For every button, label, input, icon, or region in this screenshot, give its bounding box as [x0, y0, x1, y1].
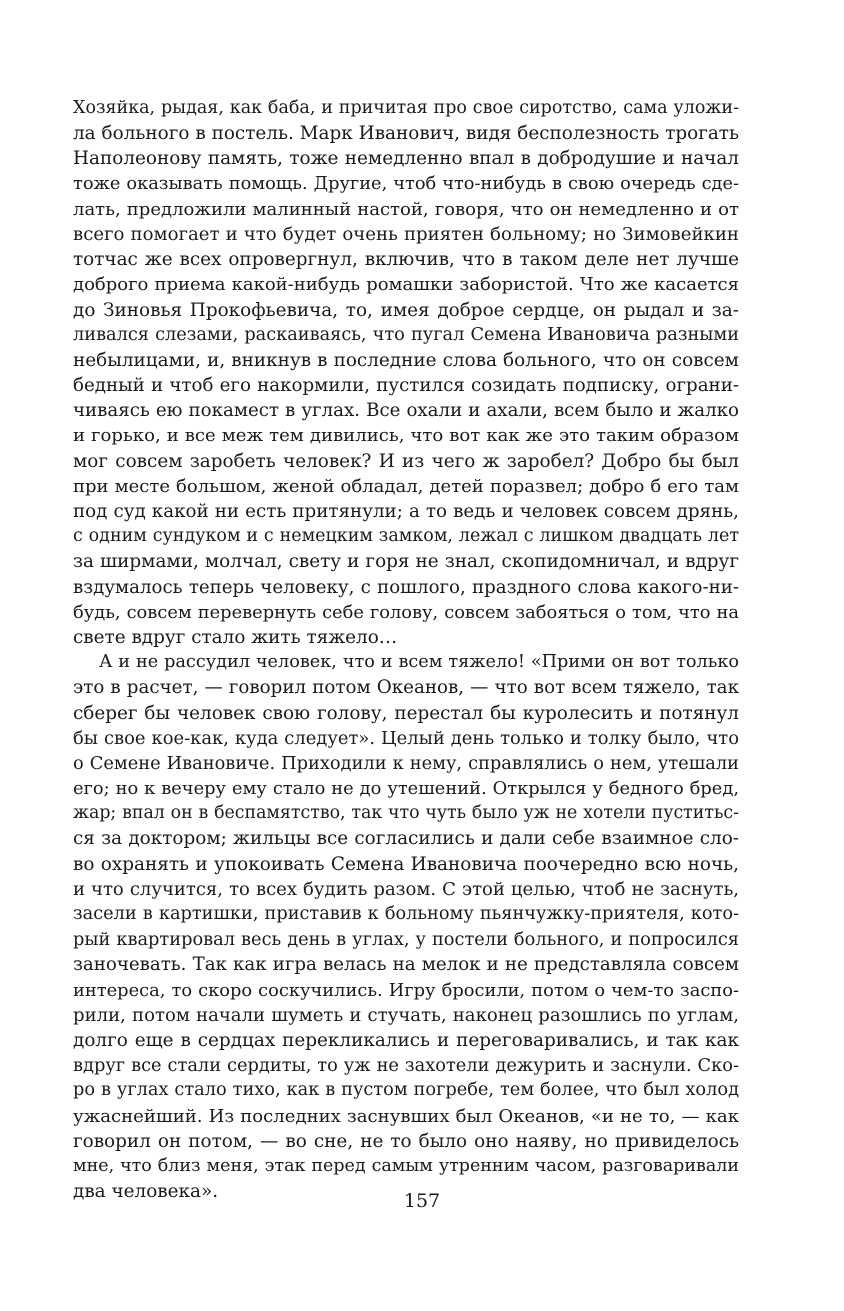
text-line: за ширмами, молчал, свету и горя не знал, скопидомничал, и вдруг — [73, 551, 739, 573]
text-line: жар; впал он в беспамятство, так что чуть было уж не хотели пуститьс- — [73, 803, 739, 824]
text-line: чиваясь ею покамест в углах. Все охали и ахали, всем было и жалко — [73, 400, 739, 422]
paragraph-end-line: свете вдруг стало жить тяжело… — [73, 626, 398, 648]
text-line: небылицами, и, вникнув в последние слова больного, что он совсем — [73, 349, 739, 371]
page-number: 157 — [403, 1190, 441, 1212]
text-line: говорил он потом, — во сне, не то было оно наяву, но привиделось — [73, 1130, 739, 1152]
text-line: Наполеонову память, тоже немедленно впал в добродушие и начал — [73, 148, 739, 170]
text-line: всего помогает и что будет очень приятен больному; но Зимовейкин — [73, 223, 739, 245]
body-text — [73, 96, 739, 1204]
text-line: вздумалось теперь человеку, с пошлого, праздного слова какого-ни- — [73, 576, 739, 598]
text-line: мог совсем заробеть человек? И из чего ж заробел? Добро бы был — [73, 450, 739, 472]
text-line: и что случится, то всех будить разом. С этой целью, чтоб не заснуть, — [73, 878, 739, 900]
text-line: интереса, то скоро соскучились. Игру бросили, потом о чем-то заспо- — [73, 979, 739, 1001]
text-line: до Зиновья Прокофьевича, то, имея доброе сердце, он рыдал и за- — [73, 299, 739, 321]
text-line: вдруг все стали сердиты, то уж не захотели дежурить и заснули. Ско- — [73, 1055, 739, 1077]
text-line: и горько, и все меж тем дивились, что вот как же это таким образом — [73, 425, 739, 447]
text-line: это в расчет, — говорил потом Океанов, — что вот всем тяжело, так — [73, 677, 739, 699]
text-line: ла больного в постель. Марк Иванович, видя бесполезность трогать — [73, 123, 739, 145]
text-line: при месте большом, женой обладал, детей поразвел; добро б его там — [73, 475, 739, 497]
text-line: бедный и чтоб его накормили, пустился созидать подписку, ограни- — [73, 375, 739, 397]
text-line: лать, предложили малинный настой, говоря, что он немедленно и от — [73, 198, 739, 220]
text-line: с одним сундуком и с немецким замком, лежал с лишком двадцать лет — [73, 526, 739, 547]
text-line: долго еще в сердцах перекликались и переговаривались, и так как — [73, 1029, 739, 1051]
text-line: ливался слезами, раскаиваясь, что пугал Семена Ивановича разными — [73, 324, 739, 345]
text-line: заночевать. Так как игра велась на мелок и не представляла совсем — [73, 954, 739, 976]
text-line: ро в углах стало тихо, как в пустом погребе, тем более, что был холод — [73, 1080, 739, 1101]
text-line: ся за доктором; жильцы все согласились и дали себе взаимное сло- — [73, 828, 739, 850]
text-line: ужаснейший. Из последних заснувших был Океанов, «и не то, — как — [73, 1105, 739, 1127]
text-line: Хозяйка, рыдая, как баба, и причитая про свое сиротство, сама уложи- — [73, 98, 739, 118]
text-line: мне, что близ меня, этак перед самым утренним часом, разговаривали — [73, 1155, 739, 1176]
text-line: рый квартировал весь день в углах, у постели больного, и попросился — [73, 929, 739, 951]
paragraph-end-line: два человека». — [73, 1181, 219, 1203]
text-line: во охранять и упокоивать Семена Ивановича поочередно всю ночь, — [73, 853, 739, 875]
text-line: его; но к вечеру ему стало не до утешений. Открылся у бедного бред, — [73, 778, 739, 800]
text-line: доброго приема какой-нибудь ромашки забористой. Что же касается — [73, 274, 739, 296]
text-line: бы свое кое-как, куда следует». Целый день только и толку было, что — [73, 727, 739, 749]
text-line: тотчас же всех опровергнул, включив, что в таком деле нет лучше — [73, 249, 739, 271]
text-line: сберег бы человек свою голову, перестал бы куролесить и потянул — [73, 702, 739, 724]
text-line: засели в картишки, приставив к больному пьянчужку-приятеля, кото- — [73, 904, 739, 924]
text-line: тоже оказывать помощь. Другие, чтоб что-нибудь в свою очередь сде- — [73, 173, 739, 194]
text-line: о Семене Ивановиче. Приходили к нему, справлялись о нем, утешали — [73, 752, 739, 774]
paragraph-first-line: А и не рассудил человек, что и всем тяжело! «Прими он вот только — [99, 652, 739, 673]
text-line: рили, потом начали шуметь и стучать, наконец разошлись по углам, — [73, 1004, 739, 1026]
text-line: под суд какой ни есть притянули; а то ведь и человек совсем дрянь, — [73, 501, 739, 522]
text-line: будь, совсем перевернуть себе голову, совсем забояться о том, что на — [73, 601, 739, 623]
